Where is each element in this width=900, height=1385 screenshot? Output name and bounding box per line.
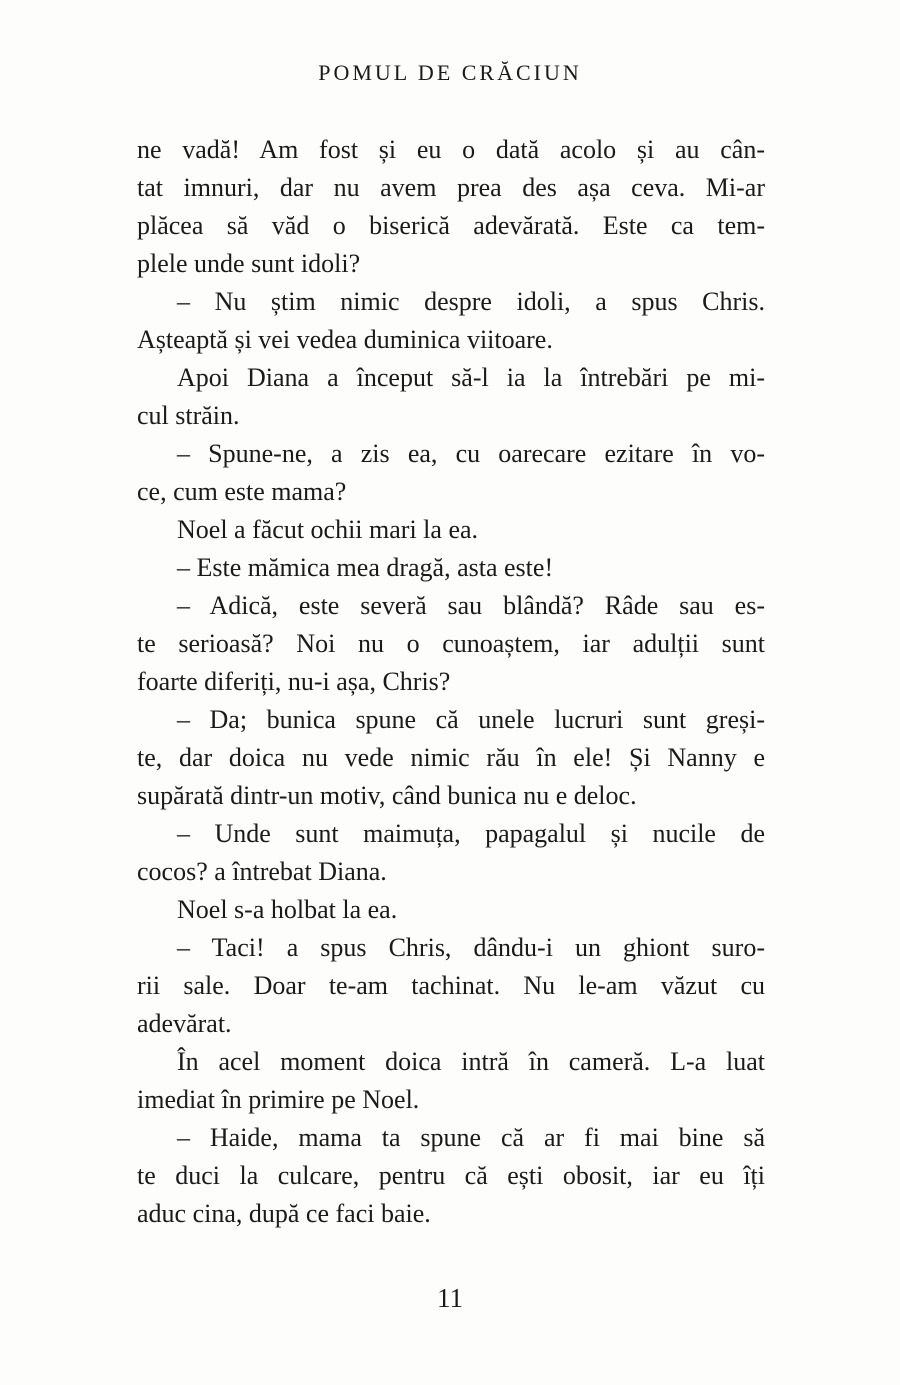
text-line: – Da; bunica spune că unele lucruri sunt greși- (177, 705, 765, 734)
paragraph (137, 815, 765, 891)
paragraph (137, 587, 765, 701)
text-line: – Spune-ne, a zis ea, cu oarecare ezitare în vo- (177, 439, 765, 468)
text-line: Noel a făcut ochii mari la ea. (177, 515, 479, 544)
paragraph (137, 701, 765, 815)
text-line: supărată dintr-un motiv, când bunica nu e deloc. (137, 781, 637, 810)
paragraph (137, 283, 765, 359)
paragraph (137, 359, 765, 435)
paragraph (137, 549, 765, 587)
text-line: – Taci! a spus Chris, dându-i un ghiont suro- (177, 933, 765, 962)
text-line: – Haide, mama ta spune că ar fi mai bine să (177, 1123, 765, 1152)
text-line: – Adică, este severă sau blândă? Râde sau es- (177, 591, 765, 620)
text-line: aduc cina, după ce faci baie. (137, 1199, 431, 1228)
text-line: adevărat. (137, 1009, 232, 1038)
paragraph (137, 131, 765, 283)
page-number: 11 (437, 1283, 463, 1313)
paragraph (137, 435, 765, 511)
text-line: rii sale. Doar te-am tachinat. Nu le-am văzut cu (137, 971, 765, 1000)
running-header: POMUL DE CRĂCIUN (318, 60, 582, 85)
text-line: te duci la culcare, pentru că ești obosit, iar eu îți (137, 1161, 765, 1190)
paragraph (137, 1043, 765, 1119)
text-line: – Unde sunt maimuța, papagalul și nucile de (177, 819, 765, 848)
text-line: te serioasă? Noi nu o cunoaștem, iar adulții sunt (137, 629, 765, 658)
page-text (137, 131, 765, 1233)
text-line: cocos? a întrebat Diana. (137, 857, 387, 886)
text-line: cul străin. (137, 401, 240, 430)
text-line: imediat în primire pe Noel. (137, 1085, 420, 1114)
text-line: te, dar doica nu vede nimic rău în ele! Și Nanny e (137, 743, 765, 772)
text-line: foarte diferiți, nu-i așa, Chris? (137, 667, 451, 696)
text-line: În acel moment doica intră în cameră. L-a luat (177, 1047, 765, 1076)
text-line: – Nu știm nimic despre idoli, a spus Chris. (177, 287, 765, 316)
paragraph (137, 929, 765, 1043)
text-line: ce, cum este mama? (137, 477, 347, 506)
text-line: plăcea să văd o biserică adevărată. Este ca tem- (137, 211, 765, 240)
text-line: – Este mămica mea dragă, asta este! (177, 553, 554, 582)
text-line: Noel s-a holbat la ea. (177, 895, 398, 924)
text-line: Așteaptă și vei vedea duminica viitoare. (137, 325, 553, 354)
text-line: ne vadă! Am fost și eu o dată acolo și au cân- (137, 135, 765, 164)
text-line: tat imnuri, dar nu avem prea des așa ceva. Mi-ar (137, 173, 765, 202)
paragraph (137, 511, 765, 549)
paragraph (137, 1119, 765, 1233)
paragraph (137, 891, 765, 929)
text-line: plele unde sunt idoli? (137, 249, 361, 278)
text-line: Apoi Diana a început să-l ia la întrebări pe mi- (177, 363, 765, 392)
